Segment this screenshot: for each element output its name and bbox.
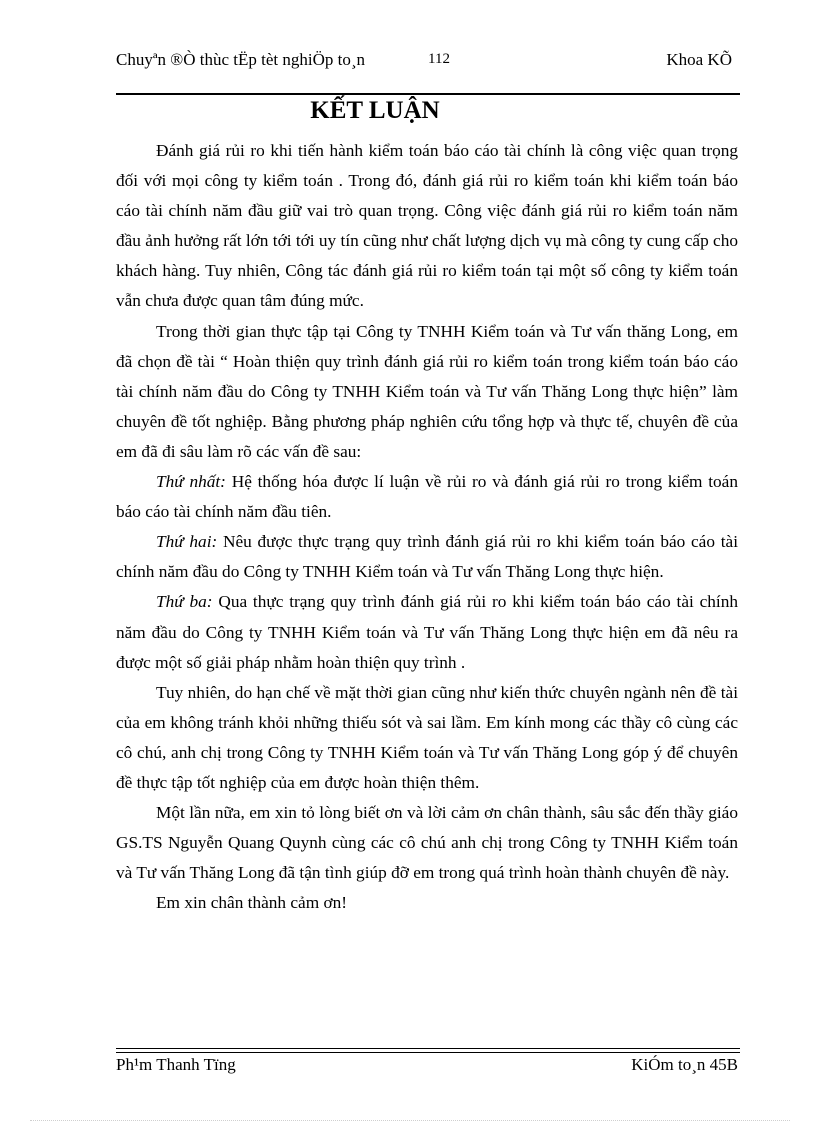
paragraph-second-point: [116, 527, 738, 587]
second-point-label: Thứ hai:: [156, 532, 218, 552]
header-document-type: Chuyªn ®Ò thùc tËp tèt nghiÖp to¸n: [116, 50, 365, 69]
first-point-text: Hệ thống hóa được lí luận về rủi ro và đánh giá rủi ro trong kiểm toán báo cáo tài chính năm đầu tiên.: [116, 472, 738, 522]
paragraph-topic: Trong thời gian thực tập tại Công ty TNHH Kiểm toán và Tư vấn thăng Long, em đã chọn đề tài “ Hoàn thiện quy trình đánh giá rủi ro kiểm toán trong kiểm toán báo cáo tài chính năm đầu do Công ty TNHH Kiểm toán và Tư vấn Thăng Long thực hiện” làm chuyên đề tốt nghiệp. Bằng phương pháp nghiên cứu tổng hợp và thực tế, chuyên đề của em đã đi sâu làm rõ các vấn đề sau:: [116, 321, 738, 461]
body-text: [116, 136, 738, 918]
paragraph-intro: Đánh giá rủi ro khi tiến hành kiểm toán báo cáo tài chính là công việc quan trọng đối với mọi công ty kiểm toán . Trong đó, đánh giá rủi ro kiểm toán khi kiểm toán báo cáo tài chính năm đầu giữ vai trò quan trọng. Công việc đánh giá rủi ro kiểm toán năm đầu ảnh hưởng rất lớn tới tới uy tín cũng như chất lượng dịch vụ mà công ty cung cấp cho khách hàng. Tuy nhiên, Công tác đánh giá rủi ro kiểm toán tại một số công ty kiểm toán vẫn chưa được quan tâm đúng mức.: [116, 141, 738, 311]
paragraph-first-point: [116, 467, 738, 527]
footer-author: Ph¹m Thanh Tïng: [116, 1055, 236, 1074]
third-point-label: Thứ ba:: [156, 592, 213, 612]
first-point-label: Thứ nhất:: [156, 472, 226, 492]
paragraph-third-point: [116, 587, 738, 677]
header-rule: [116, 93, 740, 95]
paragraph-thanks: Một lần nữa, em xin tỏ lòng biết ơn và lời cảm ơn chân thành, sâu sắc đến thầy giáo GS.TS Nguyễn Quang Quynh cùng các cô chú anh chị trong Công ty TNHH Kiểm toán và Tư vấn Thăng Long đã tận tình giúp đỡ em trong quá trình hoàn thành chuyên đề này.: [116, 803, 738, 883]
second-point-text: Nêu được thực trạng quy trình đánh giá rủi ro khi kiểm toán báo cáo tài chính năm đầu do Công ty TNHH Kiểm toán và Tư vấn Thăng Long thực hiện.: [116, 532, 738, 582]
footer-class: KiÓm to¸n 45B: [631, 1055, 738, 1074]
page-edge-dots: [30, 1120, 790, 1121]
paragraph-limitations: Tuy nhiên, do hạn chế về mặt thời gian cũng như kiến thức chuyên ngành nên đề tài của em không tránh khỏi những thiếu sót và sai lầm. Em kính mong các thầy cô cùng các cô chú, anh chị trong Công ty TNHH Kiểm toán và Tư vấn Thăng Long góp ý để chuyên đề thực tập tốt nghiệp của em được hoàn thiện thêm.: [116, 682, 738, 792]
third-point-text: Qua thực trạng quy trình đánh giá rủi ro khi kiểm toán báo cáo tài chính năm đầu do Công ty TNHH Kiểm toán và Tư vấn Thăng Long thực hiện em đã nêu ra được một số giải pháp nhằm hoàn thiện quy trình .: [116, 592, 738, 672]
paragraph-closing: Em xin chân thành cảm ơn!: [156, 893, 348, 913]
footer-rule: [116, 1048, 740, 1053]
page-header: [116, 50, 740, 92]
page-title: KẾT LUẬN: [310, 97, 440, 124]
header-faculty: Khoa KÕ: [666, 50, 732, 69]
page-number: 112: [428, 51, 450, 67]
